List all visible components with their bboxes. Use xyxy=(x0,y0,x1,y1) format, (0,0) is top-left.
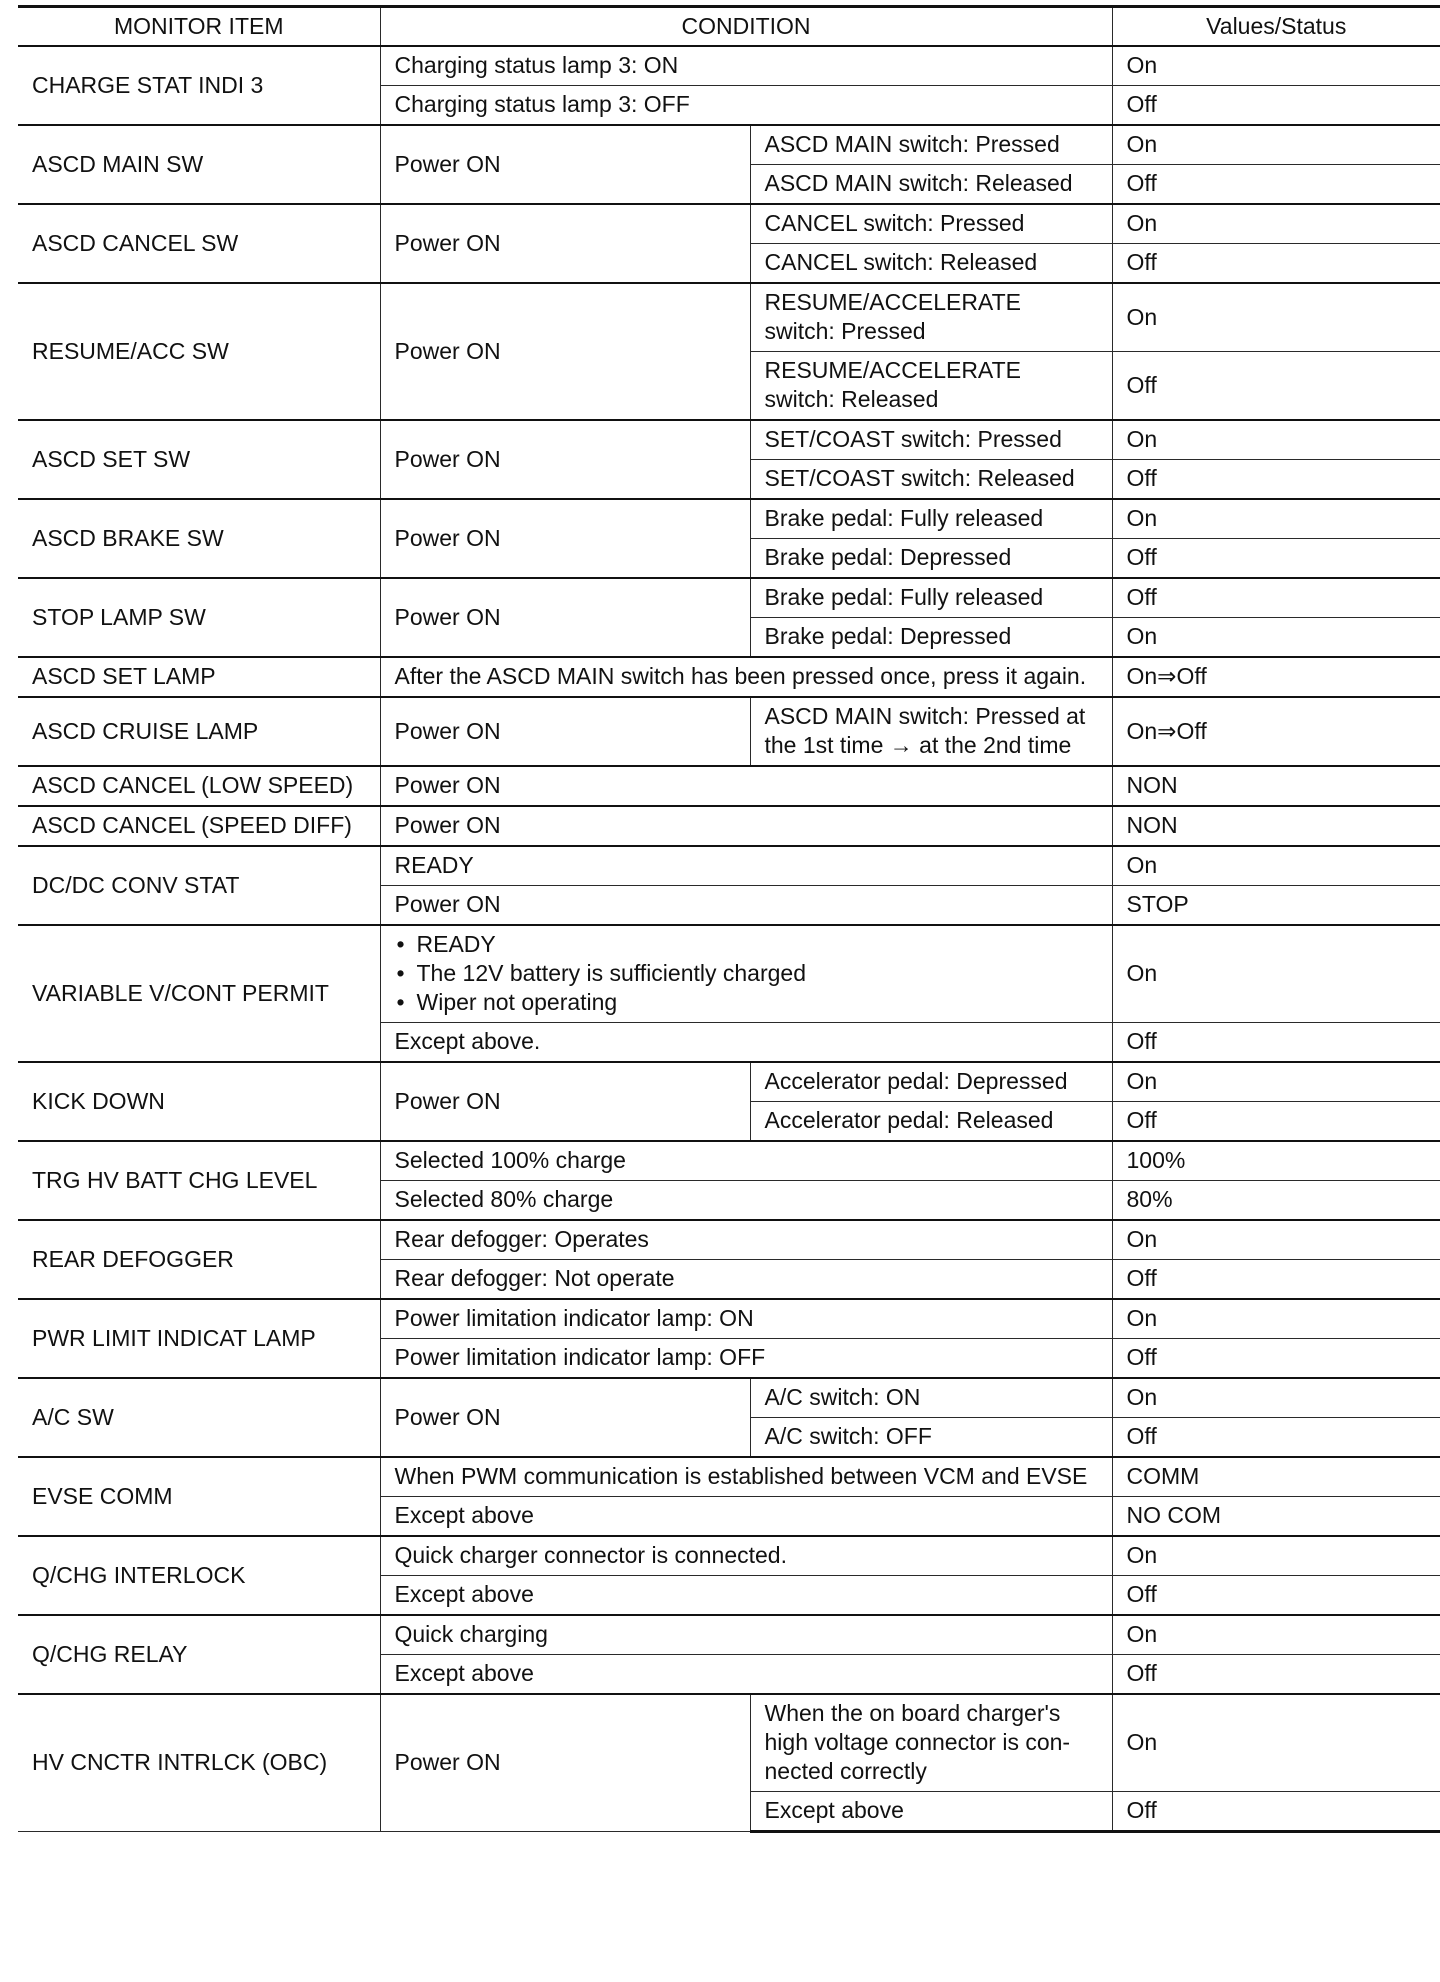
monitor-item-cell: ASCD CANCEL (LOW SPEED) xyxy=(18,766,380,806)
table-row xyxy=(18,420,1440,460)
condition-main-cell: Power ON xyxy=(380,420,750,499)
monitor-item-cell: ASCD BRAKE SW xyxy=(18,499,380,578)
value-status-cell: Off xyxy=(1112,1655,1440,1695)
value-status-cell: On xyxy=(1112,1299,1440,1339)
table-row xyxy=(18,578,1440,618)
value-status-cell: NON xyxy=(1112,766,1440,806)
condition-main-cell: Power ON xyxy=(380,578,750,657)
value-status-cell: On⇒Off xyxy=(1112,697,1440,766)
header-monitor-item: MONITOR ITEM xyxy=(18,7,380,47)
value-status-cell: COMM xyxy=(1112,1457,1440,1497)
monitor-item-cell: Q/CHG RELAY xyxy=(18,1615,380,1694)
value-status-cell: On xyxy=(1112,846,1440,886)
condition-cell: Quick charging xyxy=(380,1615,1112,1655)
value-status-cell: On xyxy=(1112,1536,1440,1576)
condition-sub-cell: A/C switch: ON xyxy=(750,1378,1112,1418)
monitor-item-cell: ASCD MAIN SW xyxy=(18,125,380,204)
value-status-cell: On xyxy=(1112,420,1440,460)
condition-sub-cell: Brake pedal: Depressed xyxy=(750,539,1112,579)
condition-cell: Rear defogger: Operates xyxy=(380,1220,1112,1260)
condition-cell: Power ON xyxy=(380,886,1112,926)
value-status-cell: On xyxy=(1112,618,1440,658)
condition-cell: Except above xyxy=(380,1655,1112,1695)
table-row xyxy=(18,1378,1440,1418)
value-status-cell: Off xyxy=(1112,86,1440,126)
value-status-cell: STOP xyxy=(1112,886,1440,926)
value-status-cell: Off xyxy=(1112,1102,1440,1142)
table-row xyxy=(18,925,1440,1023)
condition-main-cell: Power ON xyxy=(380,125,750,204)
monitor-item-cell: ASCD SET SW xyxy=(18,420,380,499)
value-status-cell: Off xyxy=(1112,1792,1440,1832)
condition-bullet-item: • READY xyxy=(395,930,1098,959)
condition-sub-cell: ASCD MAIN switch: Pressed xyxy=(750,125,1112,165)
condition-main-cell: Power ON xyxy=(380,1062,750,1141)
value-status-cell: 80% xyxy=(1112,1181,1440,1221)
monitor-item-cell: CHARGE STAT INDI 3 xyxy=(18,46,380,125)
value-status-cell: Off xyxy=(1112,1418,1440,1458)
condition-sub-cell: Brake pedal: Fully released xyxy=(750,578,1112,618)
value-status-cell: On xyxy=(1112,1615,1440,1655)
value-status-cell: Off xyxy=(1112,1339,1440,1379)
condition-main-cell: Power ON xyxy=(380,1378,750,1457)
value-status-cell: Off xyxy=(1112,1260,1440,1300)
condition-cell: Rear defogger: Not operate xyxy=(380,1260,1112,1300)
condition-sub-cell: Accelerator pedal: Depressed xyxy=(750,1062,1112,1102)
monitor-item-cell: ASCD CRUISE LAMP xyxy=(18,697,380,766)
condition-cell: Selected 80% charge xyxy=(380,1181,1112,1221)
monitor-item-cell: HV CNCTR INTRLCK (OBC) xyxy=(18,1694,380,1832)
condition-cell xyxy=(380,925,1112,1023)
condition-cell: Charging status lamp 3: OFF xyxy=(380,86,1112,126)
condition-sub-cell: RESUME/ACCELERATE switch: Pressed xyxy=(750,283,1112,352)
condition-cell: Except above xyxy=(380,1576,1112,1616)
value-status-cell: On xyxy=(1112,1378,1440,1418)
value-status-cell: Off xyxy=(1112,460,1440,500)
value-status-cell: On xyxy=(1112,499,1440,539)
condition-sub-cell: ASCD MAIN switch: Released xyxy=(750,165,1112,205)
condition-cell: Charging status lamp 3: ON xyxy=(380,46,1112,86)
condition-sub-cell: ASCD MAIN switch: Pressed at the 1st time → at the 2nd time xyxy=(750,697,1112,766)
condition-main-cell: Power ON xyxy=(380,204,750,283)
monitor-item-cell: EVSE COMM xyxy=(18,1457,380,1536)
condition-cell: Except above xyxy=(380,1497,1112,1537)
value-status-cell: Off xyxy=(1112,1576,1440,1616)
value-status-cell: NO COM xyxy=(1112,1497,1440,1537)
monitor-item-cell: TRG HV BATT CHG LEVEL xyxy=(18,1141,380,1220)
condition-sub-cell: When the on board charger's high voltage connector is con-nected correctly xyxy=(750,1694,1112,1792)
monitor-item-cell: A/C SW xyxy=(18,1378,380,1457)
condition-cell: Selected 100% charge xyxy=(380,1141,1112,1181)
condition-main-cell: Power ON xyxy=(380,499,750,578)
value-status-cell: NON xyxy=(1112,806,1440,846)
value-status-cell: On⇒Off xyxy=(1112,657,1440,697)
table-row xyxy=(18,1062,1440,1102)
condition-main-cell: Power ON xyxy=(380,697,750,766)
condition-sub-cell: SET/COAST switch: Pressed xyxy=(750,420,1112,460)
monitor-item-cell: STOP LAMP SW xyxy=(18,578,380,657)
value-status-cell: On xyxy=(1112,1062,1440,1102)
value-status-cell: 100% xyxy=(1112,1141,1440,1181)
monitor-item-cell: PWR LIMIT INDICAT LAMP xyxy=(18,1299,380,1378)
table-row xyxy=(18,766,1440,806)
table-row xyxy=(18,1457,1440,1497)
condition-cell: After the ASCD MAIN switch has been pressed once, press it again. xyxy=(380,657,1112,697)
table-row xyxy=(18,499,1440,539)
condition-bullet-item: • The 12V battery is sufficiently charged xyxy=(395,959,1098,988)
monitor-item-cell: Q/CHG INTERLOCK xyxy=(18,1536,380,1615)
table-body xyxy=(18,46,1440,1832)
table-header-row xyxy=(18,7,1440,47)
condition-cell: Power ON xyxy=(380,806,1112,846)
value-status-cell: On xyxy=(1112,204,1440,244)
value-status-cell: On xyxy=(1112,125,1440,165)
condition-cell: READY xyxy=(380,846,1112,886)
condition-sub-cell: Except above xyxy=(750,1792,1112,1832)
value-status-cell: Off xyxy=(1112,244,1440,284)
table-row xyxy=(18,697,1440,766)
monitor-item-cell: VARIABLE V/CONT PERMIT xyxy=(18,925,380,1062)
value-status-cell: Off xyxy=(1112,352,1440,421)
table-row xyxy=(18,1615,1440,1655)
condition-cell: Power limitation indicator lamp: ON xyxy=(380,1299,1112,1339)
condition-sub-cell: RESUME/ACCELERATE switch: Released xyxy=(750,352,1112,421)
table-row xyxy=(18,806,1440,846)
table-row xyxy=(18,283,1440,352)
value-status-cell: On xyxy=(1112,925,1440,1023)
table-row xyxy=(18,1220,1440,1260)
condition-sub-cell: SET/COAST switch: Released xyxy=(750,460,1112,500)
monitor-item-cell: RESUME/ACC SW xyxy=(18,283,380,420)
condition-sub-cell: Accelerator pedal: Released xyxy=(750,1102,1112,1142)
monitor-item-cell: DC/DC CONV STAT xyxy=(18,846,380,925)
condition-cell: Power limitation indicator lamp: OFF xyxy=(380,1339,1112,1379)
monitor-item-cell: KICK DOWN xyxy=(18,1062,380,1141)
condition-sub-cell: Brake pedal: Depressed xyxy=(750,618,1112,658)
condition-sub-cell: CANCEL switch: Released xyxy=(750,244,1112,284)
value-status-cell: Off xyxy=(1112,165,1440,205)
condition-sub-cell: CANCEL switch: Pressed xyxy=(750,204,1112,244)
condition-main-cell: Power ON xyxy=(380,283,750,420)
condition-sub-cell: Brake pedal: Fully released xyxy=(750,499,1112,539)
condition-cell: Except above. xyxy=(380,1023,1112,1063)
header-values-status: Values/Status xyxy=(1112,7,1440,47)
monitor-item-table xyxy=(18,5,1440,1833)
monitor-item-cell: ASCD SET LAMP xyxy=(18,657,380,697)
condition-cell: Power ON xyxy=(380,766,1112,806)
table-row xyxy=(18,657,1440,697)
table-row xyxy=(18,1299,1440,1339)
condition-main-cell: Power ON xyxy=(380,1694,750,1832)
value-status-cell: Off xyxy=(1112,539,1440,579)
condition-cell: Quick charger connector is connected. xyxy=(380,1536,1112,1576)
value-status-cell: Off xyxy=(1112,1023,1440,1063)
table-row xyxy=(18,846,1440,886)
condition-sub-cell: A/C switch: OFF xyxy=(750,1418,1112,1458)
header-condition: CONDITION xyxy=(380,7,1112,47)
value-status-cell: On xyxy=(1112,283,1440,352)
monitor-item-cell: REAR DEFOGGER xyxy=(18,1220,380,1299)
value-status-cell: Off xyxy=(1112,578,1440,618)
table-row xyxy=(18,46,1440,86)
monitor-item-cell: ASCD CANCEL (SPEED DIFF) xyxy=(18,806,380,846)
condition-cell: When PWM communication is established between VCM and EVSE xyxy=(380,1457,1112,1497)
table-row xyxy=(18,1536,1440,1576)
value-status-cell: On xyxy=(1112,1694,1440,1792)
value-status-cell: On xyxy=(1112,1220,1440,1260)
monitor-item-cell: ASCD CANCEL SW xyxy=(18,204,380,283)
table-row xyxy=(18,204,1440,244)
table-row xyxy=(18,125,1440,165)
table-row xyxy=(18,1141,1440,1181)
condition-bullet-item: • Wiper not operating xyxy=(395,988,1098,1017)
condition-bullet-list xyxy=(395,930,1098,1017)
value-status-cell: On xyxy=(1112,46,1440,86)
table-row xyxy=(18,1694,1440,1792)
